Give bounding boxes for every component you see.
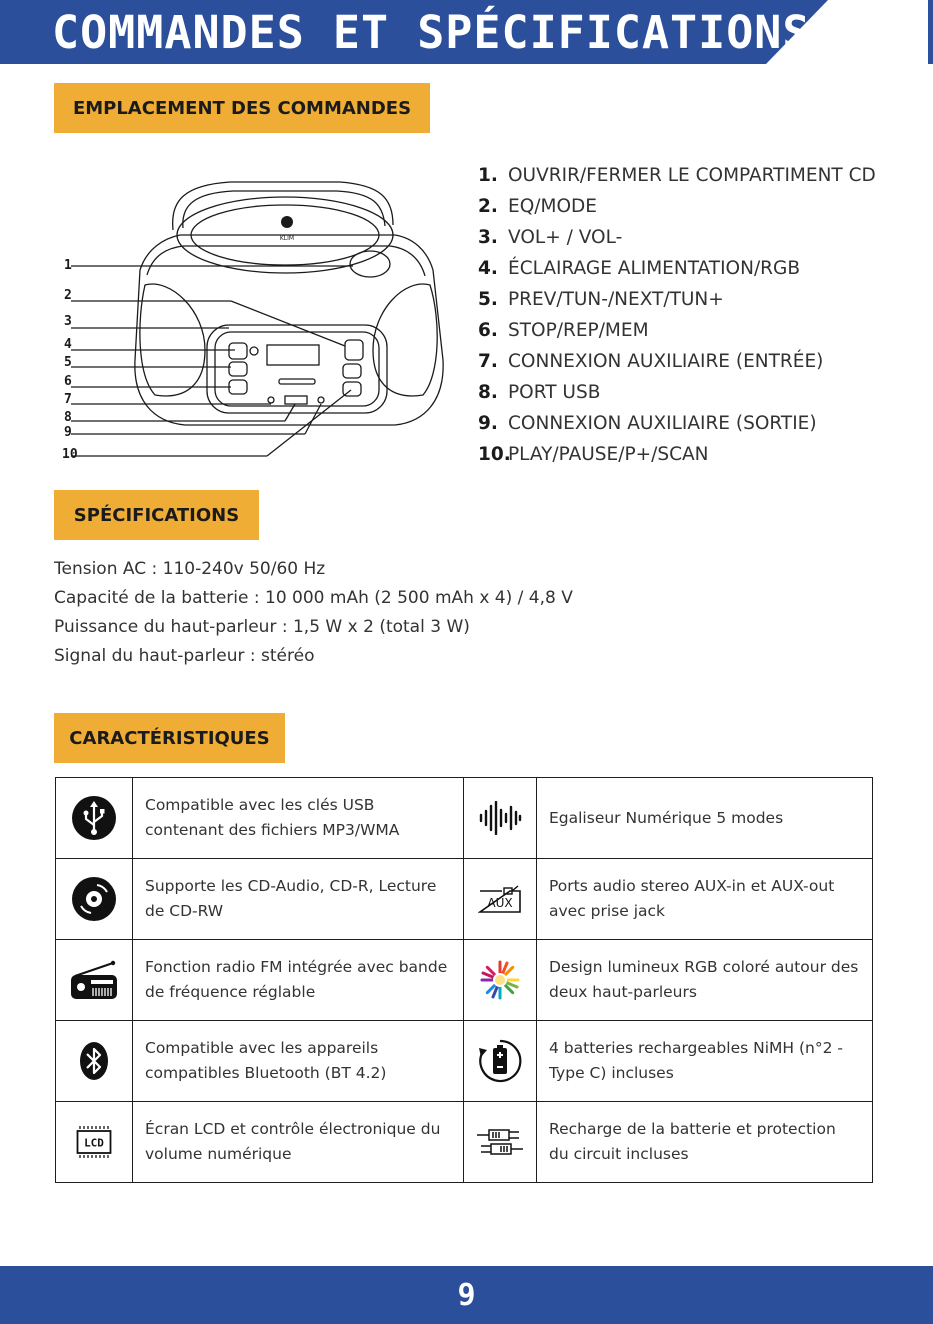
feature-icon-cell [464,940,537,1021]
table-row [56,1021,873,1102]
feature-text: Egaliseur Numérique 5 modes [537,778,873,859]
rechargeable-battery-icon [477,1038,523,1084]
specs-list [54,555,573,671]
section-heading-controls: EMPLACEMENT DES COMMANDES [54,83,430,133]
table-row [56,859,873,940]
section-heading-specs: SPÉCIFICATIONS [54,490,259,540]
control-number: 8. [478,382,498,403]
feature-icon-cell [464,778,537,859]
charging-plug-icon [475,1124,525,1160]
control-label: OUVRIR/FERMER LE COMPARTIMENT CD [508,165,876,186]
table-row [56,778,873,859]
page-title: COMMANDES ET SPÉCIFICATIONS [52,6,811,59]
feature-icon-cell [56,778,133,859]
control-number: 3. [478,227,498,248]
feature-text: 4 batteries rechargeables NiMH (n°2 - Type C) incluses [537,1021,873,1102]
features-table [55,777,873,1183]
control-number: 10. [478,444,511,465]
header-band [0,0,933,64]
feature-text: Design lumineux RGB coloré autour des deux haut-parleurs [537,940,873,1021]
feature-icon-cell [464,1102,537,1183]
control-label: CONNEXION AUXILIAIRE (ENTRÉE) [508,351,824,372]
klim-logo-text: KLIM [279,235,295,242]
table-row [56,940,873,1021]
control-number: 1. [478,165,498,186]
rgb-light-icon [478,958,522,1002]
callout-3: 3 [64,314,72,329]
control-label: PREV/TUN-/NEXT/TUN+ [508,289,724,310]
equalizer-icon [478,801,522,835]
control-label: CONNEXION AUXILIAIRE (SORTIE) [508,413,817,434]
control-item [478,377,876,408]
controls-list [478,160,876,470]
control-number: 5. [478,289,498,310]
cd-icon [71,876,117,922]
control-item [478,160,876,191]
control-item [478,315,876,346]
control-label: PORT USB [508,382,601,403]
feature-text: Ports audio stereo AUX-in et AUX-out avec prise jack [537,859,873,940]
feature-text: Compatible avec les clés USB contenant des fichiers MP3/WMA [133,778,464,859]
radio-icon [69,960,119,1000]
boombox-diagram [55,160,455,470]
feature-text: Fonction radio FM intégrée avec bande de fréquence réglable [133,940,464,1021]
feature-icon-cell [56,859,133,940]
feature-icon-cell [56,1102,133,1183]
spec-line: Tension AC : 110-240v 50/60 Hz [54,559,326,579]
control-label: EQ/MODE [508,196,597,217]
callout-5: 5 [64,355,72,370]
section-heading-features: CARACTÉRISTIQUES [54,713,285,763]
boombox-illustration [55,160,455,470]
spec-line: Signal du haut-parleur : stéréo [54,646,315,666]
control-number: 7. [478,351,498,372]
callout-10: 10 [62,447,78,462]
page-number: 9 [457,1277,476,1313]
control-item [478,346,876,377]
lcd-icon [76,1124,112,1160]
feature-icon-cell [56,1021,133,1102]
control-label: STOP/REP/MEM [508,320,649,341]
callout-7: 7 [64,392,72,407]
feature-icon-cell [464,1021,537,1102]
control-number: 9. [478,413,498,434]
control-item [478,439,876,470]
bluetooth-icon [79,1041,109,1081]
control-label: ÉCLAIRAGE ALIMENTATION/RGB [508,258,801,279]
aux-label: AUX [487,896,513,910]
control-item [478,253,876,284]
control-number: 4. [478,258,498,279]
callout-1: 1 [64,258,72,273]
control-label: VOL+ / VOL- [508,227,623,248]
table-row [56,1102,873,1183]
aux-jack-icon [478,884,522,914]
control-item [478,222,876,253]
control-label: PLAY/PAUSE/P+/SCAN [508,444,709,465]
control-item [478,191,876,222]
feature-text: Écran LCD et contrôle électronique du volume numérique [133,1102,464,1183]
spec-line: Puissance du haut-parleur : 1,5 W x 2 (total 3 W) [54,617,470,637]
callout-9: 9 [64,425,72,440]
feature-text: Supporte les CD-Audio, CD-R, Lecture de CD-RW [133,859,464,940]
klim-logo-mark [281,216,293,228]
control-number: 2. [478,196,498,217]
feature-text: Recharge de la batterie et protection du circuit incluses [537,1102,873,1183]
control-item [478,284,876,315]
callout-4: 4 [64,337,72,352]
feature-text: Compatible avec les appareils compatibles Bluetooth (BT 4.2) [133,1021,464,1102]
control-item [478,408,876,439]
footer-band [0,1266,933,1324]
feature-icon-cell [56,940,133,1021]
control-number: 6. [478,320,498,341]
usb-icon [71,795,117,841]
lcd-label: LCD [84,1136,104,1150]
feature-icon-cell [464,859,537,940]
callout-8: 8 [64,410,72,425]
spec-line: Capacité de la batterie : 10 000 mAh (2 500 mAh x 4) / 4,8 V [54,588,573,608]
callout-2: 2 [64,288,72,303]
callout-6: 6 [64,374,72,389]
